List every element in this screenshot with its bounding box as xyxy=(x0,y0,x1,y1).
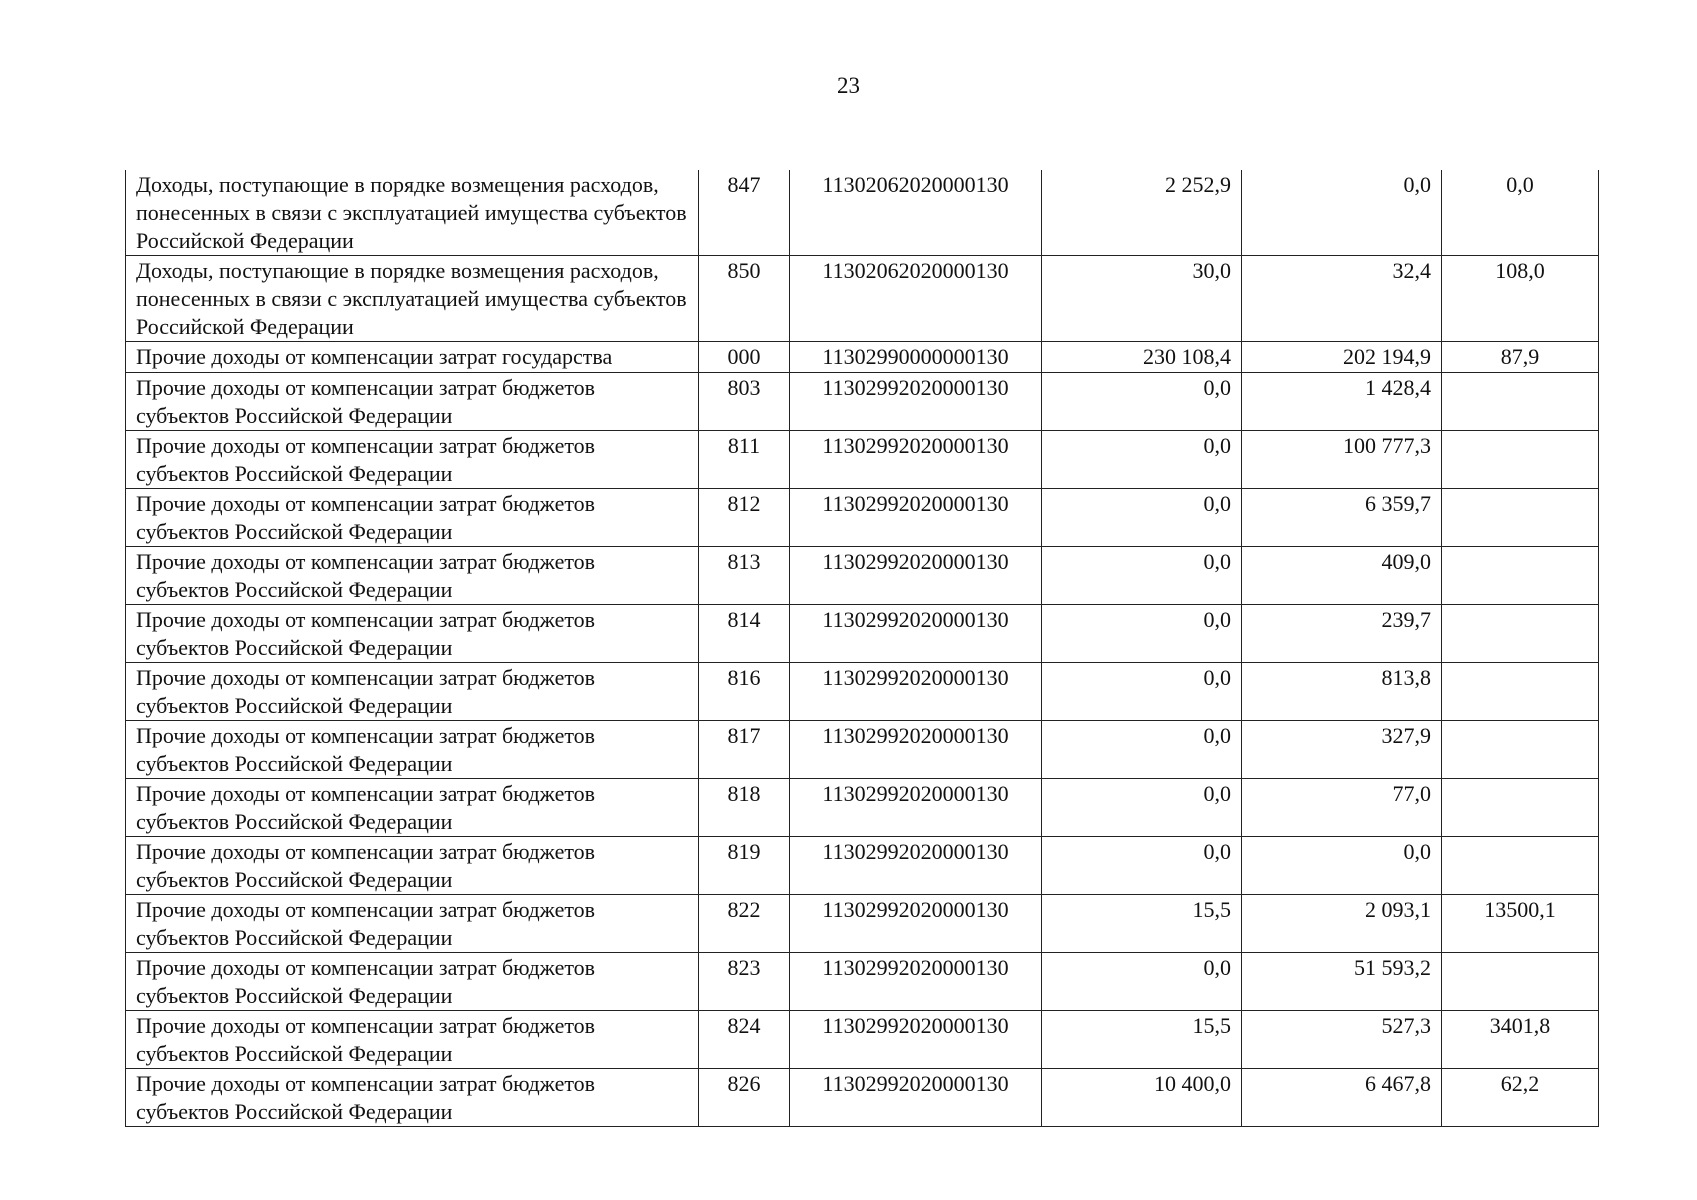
income-name-cell: Доходы, поступающие в порядке возмещения расходов, понесенных в связи с эксплуатацией имущества субъектов Российской Федерации xyxy=(126,170,699,256)
budget-classification-code-cell: 11302992020000130 xyxy=(790,953,1042,1011)
income-name-cell: Прочие доходы от компенсации затрат бюджетов субъектов Российской Федерации xyxy=(126,373,699,431)
income-name-cell: Прочие доходы от компенсации затрат бюджетов субъектов Российской Федерации xyxy=(126,547,699,605)
percent-cell: 62,2 xyxy=(1442,1069,1599,1127)
table-row xyxy=(126,721,1599,779)
admin-code-cell: 814 xyxy=(699,605,790,663)
income-name-cell: Прочие доходы от компенсации затрат бюджетов субъектов Российской Федерации xyxy=(126,431,699,489)
table-row xyxy=(126,837,1599,895)
admin-code-cell: 819 xyxy=(699,837,790,895)
income-name-cell: Прочие доходы от компенсации затрат государства xyxy=(126,342,699,373)
admin-code-cell: 822 xyxy=(699,895,790,953)
planned-value-cell: 2 252,9 xyxy=(1042,170,1242,256)
actual-value-cell: 202 194,9 xyxy=(1242,342,1442,373)
income-name-cell: Прочие доходы от компенсации затрат бюджетов субъектов Российской Федерации xyxy=(126,1011,699,1069)
table-row xyxy=(126,256,1599,342)
table-row xyxy=(126,895,1599,953)
table-row xyxy=(126,953,1599,1011)
planned-value-cell: 0,0 xyxy=(1042,489,1242,547)
planned-value-cell: 15,5 xyxy=(1042,895,1242,953)
actual-value-cell: 51 593,2 xyxy=(1242,953,1442,1011)
admin-code-cell: 817 xyxy=(699,721,790,779)
planned-value-cell: 0,0 xyxy=(1042,663,1242,721)
income-name-cell: Прочие доходы от компенсации затрат бюджетов субъектов Российской Федерации xyxy=(126,721,699,779)
table-row xyxy=(126,779,1599,837)
table-row xyxy=(126,431,1599,489)
income-name-cell: Прочие доходы от компенсации затрат бюджетов субъектов Российской Федерации xyxy=(126,605,699,663)
income-name-cell: Прочие доходы от компенсации затрат бюджетов субъектов Российской Федерации xyxy=(126,779,699,837)
budget-classification-code-cell: 11302062020000130 xyxy=(790,256,1042,342)
planned-value-cell: 230 108,4 xyxy=(1042,342,1242,373)
admin-code-cell: 813 xyxy=(699,547,790,605)
admin-code-cell: 818 xyxy=(699,779,790,837)
actual-value-cell: 0,0 xyxy=(1242,837,1442,895)
table-row xyxy=(126,1011,1599,1069)
table-row xyxy=(126,605,1599,663)
actual-value-cell: 0,0 xyxy=(1242,170,1442,256)
percent-cell xyxy=(1442,547,1599,605)
actual-value-cell: 100 777,3 xyxy=(1242,431,1442,489)
actual-value-cell: 77,0 xyxy=(1242,779,1442,837)
percent-cell: 13500,1 xyxy=(1442,895,1599,953)
admin-code-cell: 811 xyxy=(699,431,790,489)
actual-value-cell: 1 428,4 xyxy=(1242,373,1442,431)
income-name-cell: Прочие доходы от компенсации затрат бюджетов субъектов Российской Федерации xyxy=(126,1069,699,1127)
planned-value-cell: 0,0 xyxy=(1042,779,1242,837)
percent-cell xyxy=(1442,373,1599,431)
planned-value-cell: 30,0 xyxy=(1042,256,1242,342)
table-row xyxy=(126,663,1599,721)
table-body xyxy=(126,170,1599,1127)
admin-code-cell: 826 xyxy=(699,1069,790,1127)
admin-code-cell: 823 xyxy=(699,953,790,1011)
actual-value-cell: 239,7 xyxy=(1242,605,1442,663)
planned-value-cell: 10 400,0 xyxy=(1042,1069,1242,1127)
budget-classification-code-cell: 11302992020000130 xyxy=(790,431,1042,489)
budget-classification-code-cell: 11302992020000130 xyxy=(790,547,1042,605)
table-row xyxy=(126,1069,1599,1127)
planned-value-cell: 0,0 xyxy=(1042,721,1242,779)
budget-classification-code-cell: 11302062020000130 xyxy=(790,170,1042,256)
budget-classification-code-cell: 11302992020000130 xyxy=(790,489,1042,547)
actual-value-cell: 32,4 xyxy=(1242,256,1442,342)
revenue-table xyxy=(125,170,1599,1127)
income-name-cell: Доходы, поступающие в порядке возмещения расходов, понесенных в связи с эксплуатацией имущества субъектов Российской Федерации xyxy=(126,256,699,342)
admin-code-cell: 824 xyxy=(699,1011,790,1069)
percent-cell xyxy=(1442,953,1599,1011)
planned-value-cell: 0,0 xyxy=(1042,605,1242,663)
percent-cell: 0,0 xyxy=(1442,170,1599,256)
budget-classification-code-cell: 11302992020000130 xyxy=(790,373,1042,431)
actual-value-cell: 813,8 xyxy=(1242,663,1442,721)
admin-code-cell: 803 xyxy=(699,373,790,431)
actual-value-cell: 6 467,8 xyxy=(1242,1069,1442,1127)
percent-cell xyxy=(1442,663,1599,721)
budget-classification-code-cell: 11302992020000130 xyxy=(790,837,1042,895)
percent-cell: 3401,8 xyxy=(1442,1011,1599,1069)
admin-code-cell: 812 xyxy=(699,489,790,547)
planned-value-cell: 0,0 xyxy=(1042,547,1242,605)
percent-cell xyxy=(1442,721,1599,779)
percent-cell xyxy=(1442,431,1599,489)
actual-value-cell: 6 359,7 xyxy=(1242,489,1442,547)
budget-classification-code-cell: 11302992020000130 xyxy=(790,895,1042,953)
income-name-cell: Прочие доходы от компенсации затрат бюджетов субъектов Российской Федерации xyxy=(126,895,699,953)
budget-classification-code-cell: 11302992020000130 xyxy=(790,1011,1042,1069)
budget-classification-code-cell: 11302992020000130 xyxy=(790,721,1042,779)
income-name-cell: Прочие доходы от компенсации затрат бюджетов субъектов Российской Федерации xyxy=(126,953,699,1011)
admin-code-cell: 816 xyxy=(699,663,790,721)
budget-classification-code-cell: 11302992020000130 xyxy=(790,663,1042,721)
planned-value-cell: 0,0 xyxy=(1042,373,1242,431)
admin-code-cell: 000 xyxy=(699,342,790,373)
planned-value-cell: 0,0 xyxy=(1042,431,1242,489)
actual-value-cell: 527,3 xyxy=(1242,1011,1442,1069)
percent-cell xyxy=(1442,489,1599,547)
table-row xyxy=(126,342,1599,373)
income-name-cell: Прочие доходы от компенсации затрат бюджетов субъектов Российской Федерации xyxy=(126,489,699,547)
planned-value-cell: 0,0 xyxy=(1042,953,1242,1011)
table-row xyxy=(126,373,1599,431)
income-name-cell: Прочие доходы от компенсации затрат бюджетов субъектов Российской Федерации xyxy=(126,663,699,721)
admin-code-cell: 850 xyxy=(699,256,790,342)
table-row xyxy=(126,489,1599,547)
page-number: 23 xyxy=(837,73,860,98)
percent-cell: 108,0 xyxy=(1442,256,1599,342)
budget-classification-code-cell: 11302990000000130 xyxy=(790,342,1042,373)
percent-cell xyxy=(1442,779,1599,837)
table-row xyxy=(126,170,1599,256)
planned-value-cell: 15,5 xyxy=(1042,1011,1242,1069)
table-row xyxy=(126,547,1599,605)
percent-cell: 87,9 xyxy=(1442,342,1599,373)
budget-classification-code-cell: 11302992020000130 xyxy=(790,1069,1042,1127)
percent-cell xyxy=(1442,605,1599,663)
income-name-cell: Прочие доходы от компенсации затрат бюджетов субъектов Российской Федерации xyxy=(126,837,699,895)
actual-value-cell: 327,9 xyxy=(1242,721,1442,779)
admin-code-cell: 847 xyxy=(699,170,790,256)
planned-value-cell: 0,0 xyxy=(1042,837,1242,895)
budget-classification-code-cell: 11302992020000130 xyxy=(790,605,1042,663)
actual-value-cell: 409,0 xyxy=(1242,547,1442,605)
actual-value-cell: 2 093,1 xyxy=(1242,895,1442,953)
percent-cell xyxy=(1442,837,1599,895)
budget-classification-code-cell: 11302992020000130 xyxy=(790,779,1042,837)
